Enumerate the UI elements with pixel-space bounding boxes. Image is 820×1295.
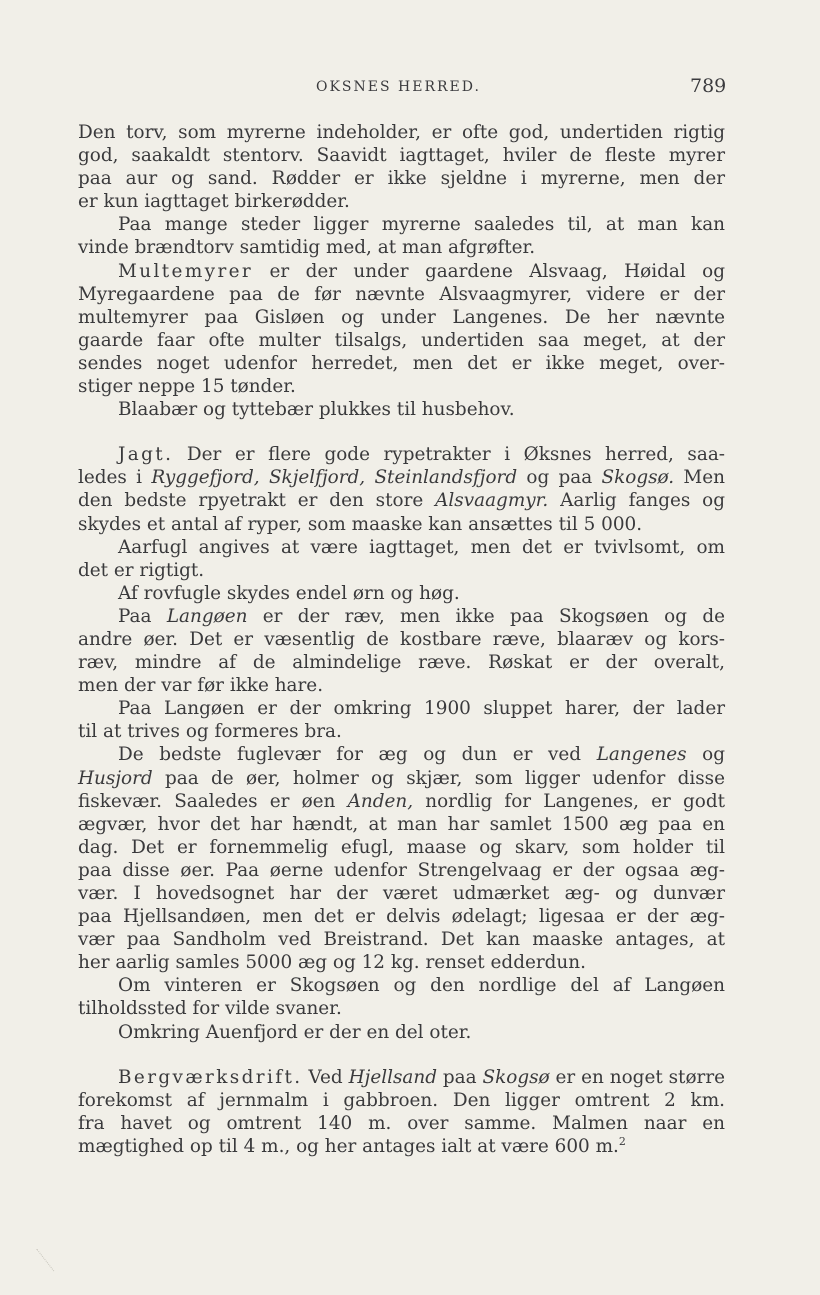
text-line: her aarlig samles 5000 æg og 12 kg. renset edderdun. xyxy=(78,952,586,974)
text-line: paa aur og sand. Rødder er ikke sjeldne i myrerne, men der xyxy=(78,168,725,190)
text-line xyxy=(78,466,725,489)
section-heading-jagt: Jagt. xyxy=(118,444,174,466)
text-line: vinde brændtorv samtidig med, at man afgrøfter. xyxy=(78,237,536,259)
text-line: forekomst af jernmalm i gabbroen. Den ligger omtrent 2 km. xyxy=(78,1089,725,1111)
section-gap xyxy=(78,1044,725,1066)
text-span: er der ræv, men ikke paa Skogsøen og de xyxy=(247,605,725,627)
text-line: god, saakaldt stentorv. Saavidt iagttaget, hviler de fleste myrer xyxy=(78,145,725,167)
text-line xyxy=(78,767,725,790)
text-span: Ved xyxy=(302,1066,349,1088)
text-line xyxy=(78,489,725,512)
running-header xyxy=(0,75,820,105)
body-text xyxy=(78,121,725,1158)
text-span: Men xyxy=(674,467,725,489)
text-line: tilholdssted for vilde svaner. xyxy=(78,998,342,1020)
text-line: paa disse øer. Paa øerne udenfor Strengelvaag er der ogsaa æg- xyxy=(78,859,725,881)
place-name: Ryggefjord, xyxy=(151,467,260,489)
place-name: Alsvaagmyr. xyxy=(435,490,549,512)
text-line: skydes et antal af ryper, som maaske kan ansættes til 5 000. xyxy=(78,513,643,535)
text-line: gaarde faar ofte multer tilsalgs, undertiden saa meget, at der xyxy=(78,329,725,351)
section-gap xyxy=(78,421,725,443)
text-line xyxy=(78,443,725,466)
text-line: Den torv, som myrerne indeholder, er ofte god, undertiden rigtig xyxy=(78,122,725,143)
section-heading-multemyrer: Multemyrer xyxy=(118,260,254,282)
text-span: Der er flere gode rypetrakter i Øksnes herred, saa- xyxy=(173,444,725,466)
text-line: Paa Langøen er der omkring 1900 sluppet harer, der lader xyxy=(118,698,725,720)
text-line: stiger neppe 15 tønder. xyxy=(78,376,296,398)
text-span: den bedste rpyetrakt er den store xyxy=(78,490,436,512)
place-name: Langøen xyxy=(166,605,248,627)
place-name: Steinlandsfjord xyxy=(374,467,518,489)
place-name: Husjord xyxy=(78,767,153,789)
text-line: til at trives og formeres bra. xyxy=(78,721,342,743)
running-title: OKSNES HERRED. xyxy=(316,79,481,95)
text-line: vær. I hovedsognet har der været udmærket æg- og dunvær xyxy=(78,883,725,904)
text-line: ægvær, hvor det har hændt, at man har samlet 1500 æg paa en xyxy=(78,813,725,835)
text-line: vær paa Sandholm ved Breistrand. Det kan maaske antages, at xyxy=(78,929,725,951)
text-line: sendes noget udenfor herredet, men det er ikke meget, over- xyxy=(78,352,725,374)
text-span: fiskevær. Saaledes er øen xyxy=(78,790,348,812)
text-line xyxy=(78,790,725,813)
text-line: det er rigtigt. xyxy=(78,559,205,581)
text-line: dag. Det er fornemmelig efugl, maase og skarv, som holder til xyxy=(78,836,725,858)
place-name: Skjelfjord, xyxy=(268,467,366,489)
text-span: Aarlig fanges og xyxy=(548,490,725,512)
text-line: ræv, mindre af de almindelige ræve. Røskat er der overalt, xyxy=(78,652,725,674)
text-span: De bedste fuglevær for æg og dun er ved xyxy=(118,744,597,766)
paper-blemish xyxy=(36,1233,75,1272)
text-line xyxy=(78,605,725,628)
place-name: Hjellsand xyxy=(348,1066,437,1088)
text-span: Paa xyxy=(118,605,167,627)
text-span: er en noget større xyxy=(549,1066,725,1088)
text-line: Blaabær og tyttebær plukkes til husbehov. xyxy=(118,399,515,421)
text-line: Myregaardene paa de før nævnte Alsvaagmyrer, videre er der xyxy=(78,283,725,305)
text-span: og paa xyxy=(517,467,602,489)
text-line: Paa mange steder ligger myrerne saaledes til, at man kan xyxy=(118,214,725,236)
text-span: nordlig for Langenes, er godt xyxy=(413,790,725,812)
text-line: men der var før ikke hare. xyxy=(78,675,324,697)
text-line xyxy=(78,1066,725,1089)
place-name: Anden, xyxy=(347,790,414,812)
text-span: og xyxy=(686,744,725,766)
place-name: Langenes xyxy=(596,744,687,766)
place-name: Skogsø xyxy=(482,1066,550,1088)
text-line: fra havet og omtrent 140 m. over samme. Malmen naar en xyxy=(78,1112,725,1134)
text-line: Af rovfugle skydes endel ørn og høg. xyxy=(118,582,460,604)
text-line: Aarfugl angives at være iagttaget, men det er tvivlsomt, om xyxy=(118,536,725,558)
text-line: Omkring Auenfjord er der en del oter. xyxy=(118,1021,472,1043)
text-line xyxy=(78,1135,725,1158)
text-span: mægtighed op til 4 m., og her antages ialt at være 600 m. xyxy=(78,1135,619,1157)
text-line: paa Hjellsandøen, men det er delvis ødelagt; ligesaa er der æg- xyxy=(78,906,725,928)
place-name: Skogsø. xyxy=(601,467,675,489)
text-span: paa de øer, holmer og skjær, som ligger udenfor disse xyxy=(152,767,725,789)
section-heading-bergvaerksdrift: Bergværksdrift. xyxy=(118,1066,303,1088)
text-span: er der under gaardene Alsvaag, Høidal og xyxy=(253,260,725,282)
text-line xyxy=(78,260,725,283)
text-line xyxy=(78,743,725,766)
text-line: andre øer. Det er væsentlig de kostbare ræve, blaaræv og kors- xyxy=(78,628,725,650)
footnote-marker: 2 xyxy=(618,1134,626,1148)
text-line: multemyrer paa Gisløen og under Langenes. De her nævnte xyxy=(78,306,725,328)
page-number: 789 xyxy=(690,75,727,97)
text-line: er kun iagttaget birkerødder. xyxy=(78,191,350,213)
text-span: ledes i xyxy=(78,467,152,489)
text-line: Om vinteren er Skogsøen og den nordlige del af Langøen xyxy=(118,975,725,997)
text-span: paa xyxy=(436,1066,483,1088)
